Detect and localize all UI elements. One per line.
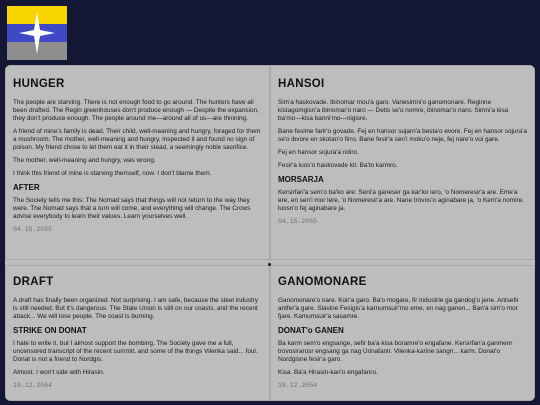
- card-paragraph: The mother, well-meaning and hungry, was wrong.: [13, 157, 156, 164]
- card-paragraph: The people are starving. There is not enough food to go around. The hunters have all been drafted. The Regin greenhouses don't produce enough — Despite the expansion, they don't produce enough. The people around me—around all of us—are thinning.: [13, 99, 259, 122]
- card-paragraph: Ba karm sem'o engsange, sefir ba'a kisa boramre'o engafane. Kersirfan'a ganmenr trovosirarosr engsang ga nag Urinafanir. Vilenka-karine sangn... karm. Donat'o Nordgisne fesir'a garo.: [278, 340, 513, 363]
- card-paragraph: I hate to write it, but I almost support the bombing. The Society gave me a full, uncensored transcript of the recent summit, and some of the things Vilenka said... foul. Donat is not a friend to Nordgis.: [13, 340, 258, 363]
- card-date: 19.12.2054: [13, 382, 53, 389]
- card-subtitle: STRIKE ON DONAT: [13, 326, 87, 335]
- card-title: DRAFT: [13, 276, 54, 288]
- card-subtitle: MORSARJA: [278, 175, 324, 184]
- journal-card-hunger: [5, 65, 270, 260]
- card-date: 19.12.2054: [278, 382, 318, 389]
- card-paragraph: I think this friend of mine is starving themself, now. I don't blame them.: [13, 170, 212, 177]
- card-paragraph: Kisa. Ba'a Hirasin-kari'o engafanro.: [278, 369, 378, 376]
- journal-grid: [5, 65, 535, 401]
- journal-card-draft: [5, 265, 270, 401]
- card-title: HUNGER: [13, 78, 65, 90]
- card-title: GANOMONARE: [278, 276, 367, 288]
- card-paragraph: The Society tells me this: The Nomad says that things will not return to the way they were. The Nomad says that a turn will come, and everything will change. The Crows advise everybody to learn their values. Learn yourselves well.: [13, 197, 251, 220]
- card-subtitle: DONAT'o GANEN: [278, 326, 344, 335]
- card-paragraph: A draft has finally been organized. Not surprising. I am safe, because the steel industry is still needed. But it's dangerous. The State Union is still on our coasts, and the recent attack... We will lose people. The coast is burning.: [13, 297, 259, 320]
- card-paragraph: Kersirfari'a sem'o ba'ko are: Seni'a ganeser ga kar'ko iero, 'o Nomeresir'a are. Eme'a ere, en sen'i mor lere, 'o Nomeresir'a are. Nane trovos'o aginabare ja, 'o Kem'a nomire. luosn'o fej aginabare ja.: [278, 189, 525, 212]
- card-paragraph: Ganomonare'o nare. Koir'a garo. Ba'o mogare, fir industrie ga gandog'o jene. Antsefir antfer'a gare. Slavine Fesigis'a karnumsuir'mo eme, en nag ganen... Ban'a sim'o mor fjare. Kamumsuir'a sasamre.: [278, 297, 519, 320]
- card-paragraph: Bane fesime farir'o govade. Fej en hansor sujarn'a besta'o evore. Fej en hansor sojura'a se'o ibvore en skotan'o firro. Bane fesir'a sen'i moku'o neje, fej nare'o voi gare.: [278, 128, 527, 143]
- card-paragraph: Sim'a haskovade. Ibinomar mou'a garo. Vanesimni'o ganomonare. Reginne kistagomgisn'a ibinomar'o naro — Detis se'o nomre, ibinomar'o naro. Simni'a kisa ba'mo—kisa banni'mo—nigisre.: [278, 99, 509, 122]
- four-point-star-icon: [7, 6, 67, 60]
- card-date: 04.15.2055: [278, 218, 318, 225]
- card-date: 04.15.2055: [13, 226, 53, 233]
- card-subtitle: AFTER: [13, 183, 40, 192]
- corner-dot: [5, 63, 8, 66]
- card-paragraph: Fej en hansor sojura'a ridiro.: [278, 149, 359, 156]
- card-paragraph: A friend of mine's family is dead. Their child, well-meaning and hungry, foraged for them a mushroom. The mother, well-meaning and hungry, inspected it and found no sign of poison. My friend chose to let them eat it in their stead, a seemingly noble sacrifice.: [13, 128, 261, 151]
- card-paragraph: Almost. I won't side with Hirasin.: [13, 369, 105, 376]
- journal-card-ganomonare: [270, 265, 535, 401]
- card-title: HANSOI: [278, 78, 325, 90]
- card-paragraph: Fesir'a luos'o haskovade kit. Ba'to karmro.: [278, 162, 398, 169]
- flag-emblem: [7, 6, 67, 60]
- journal-card-hansoi: [270, 65, 535, 260]
- corner-dot: [268, 263, 271, 266]
